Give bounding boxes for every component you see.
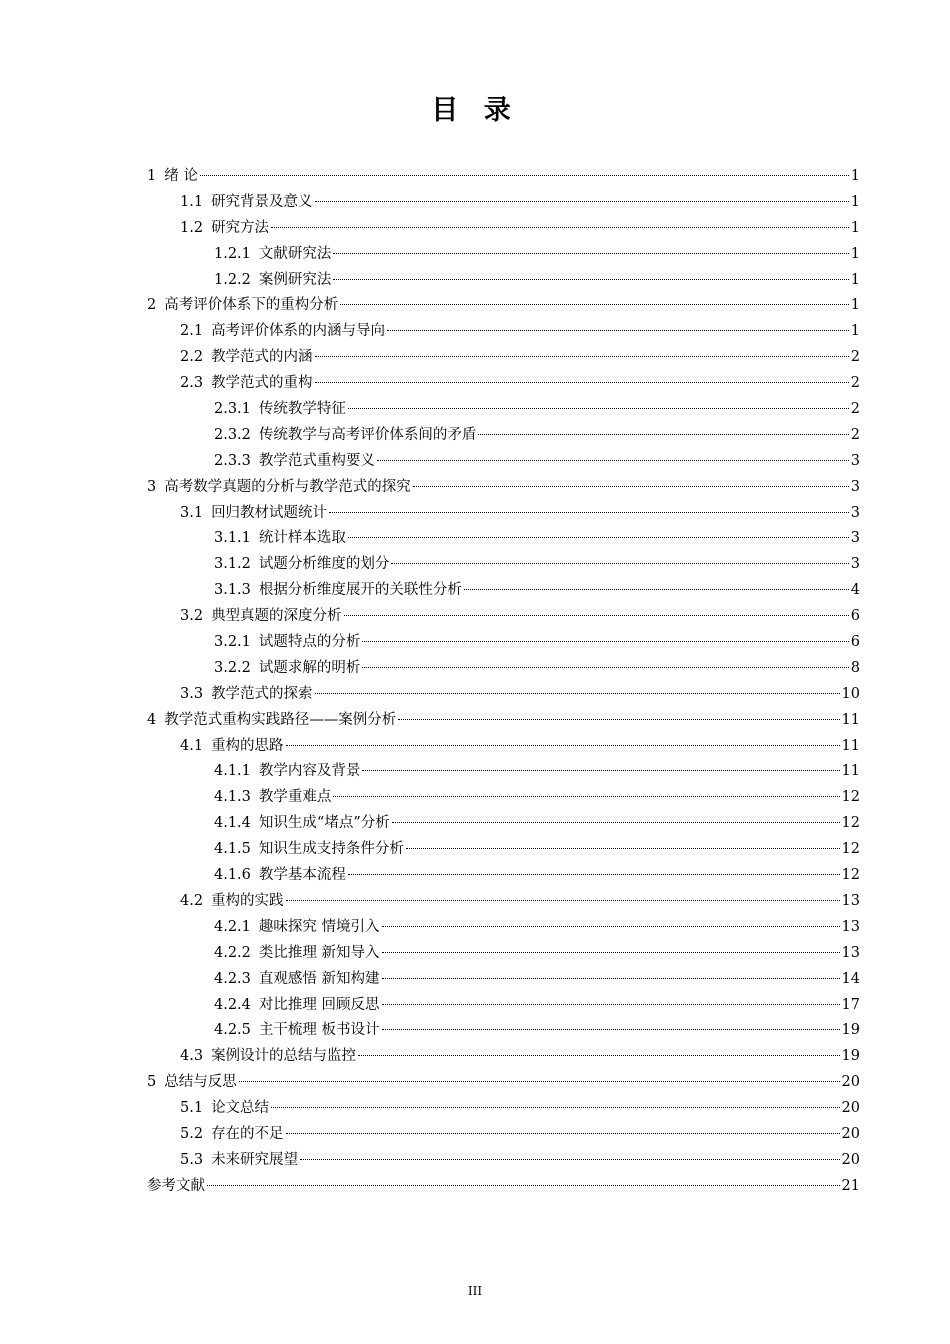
toc-entry-number: 3.2.2 xyxy=(214,659,251,676)
dot-leader xyxy=(478,434,848,435)
toc-entry-title: 知识生成“堵点”分析 xyxy=(258,815,390,832)
toc-entry-page: 20 xyxy=(841,1151,860,1168)
dot-leader xyxy=(286,745,840,746)
toc-entry-page: 20 xyxy=(841,1125,860,1142)
toc-entry-number: 4.2.4 xyxy=(214,996,251,1013)
toc-entry-title: 绪 论 xyxy=(164,168,198,184)
toc-entry-number: 4.2 xyxy=(180,892,204,909)
page-number: III xyxy=(467,1284,483,1298)
toc-entry-page: 3 xyxy=(850,556,860,573)
toc-entry-number: 4.2.2 xyxy=(214,944,251,961)
dot-leader xyxy=(333,253,848,254)
toc-entry[interactable] xyxy=(147,345,860,371)
dot-leader xyxy=(382,978,840,979)
dot-leader xyxy=(382,952,840,953)
toc-entry-page: 3 xyxy=(850,452,860,469)
toc-entry[interactable] xyxy=(147,1122,860,1148)
dot-leader xyxy=(315,382,849,383)
toc-entry-title: 典型真题的深度分析 xyxy=(211,608,342,625)
toc-entry-title: 试题分析维度的划分 xyxy=(258,556,390,573)
toc-entry-page: 19 xyxy=(841,1048,860,1065)
dot-leader xyxy=(344,615,849,616)
toc-entry[interactable] xyxy=(147,967,860,993)
dot-leader xyxy=(340,304,849,305)
toc-entry[interactable] xyxy=(147,526,860,552)
toc-entry-page: 2 xyxy=(850,349,860,366)
toc-entry-title: 教学内容及背景 xyxy=(258,763,361,780)
toc-entry-page: 12 xyxy=(841,815,860,832)
toc-entry[interactable] xyxy=(147,915,860,941)
toc-entry[interactable] xyxy=(147,1096,860,1122)
toc-entry-page: 13 xyxy=(841,892,860,909)
toc-entry[interactable] xyxy=(147,501,860,527)
dot-leader xyxy=(286,900,840,901)
toc-entry-title: 高考数学真题的分析与教学范式的探究 xyxy=(164,478,411,495)
toc-entry-title: 知识生成支持条件分析 xyxy=(258,841,404,858)
toc-entry[interactable] xyxy=(147,837,860,863)
toc-entry-title: 统计样本选取 xyxy=(258,530,346,547)
toc-entry-title: 教学范式重构实践路径——案例分析 xyxy=(164,711,397,728)
dot-leader xyxy=(358,1055,839,1056)
toc-entry-number: 3.2.1 xyxy=(214,634,251,651)
toc-entry[interactable] xyxy=(147,242,860,268)
toc-entry-page: 1 xyxy=(850,271,860,288)
toc-entry[interactable] xyxy=(147,216,860,242)
toc-entry-title: 案例研究法 xyxy=(258,271,332,288)
toc-entry-title: 案例设计的总结与监控 xyxy=(211,1048,357,1065)
toc-entry-title: 趣味探究 情境引入 xyxy=(258,918,380,935)
dot-leader xyxy=(300,1159,839,1160)
toc-entry-number: 4.1 xyxy=(180,737,204,754)
toc-entry[interactable] xyxy=(147,268,860,294)
toc-entry-number: 2 xyxy=(147,297,157,314)
dot-leader xyxy=(348,537,849,538)
toc-entry-page: 2 xyxy=(850,375,860,392)
toc-entry-number: 4.3 xyxy=(180,1048,204,1065)
toc-entry-number: 1 xyxy=(147,168,157,184)
toc-entry[interactable] xyxy=(147,423,860,449)
dot-leader xyxy=(362,641,848,642)
toc-entry-page: 13 xyxy=(841,944,860,961)
toc-entry-title: 主干梳理 板书设计 xyxy=(258,1022,380,1039)
toc-entry[interactable] xyxy=(147,1018,860,1044)
toc-entry-page: 2 xyxy=(850,426,860,443)
dot-leader xyxy=(387,330,849,331)
toc-entry-title: 教学范式的探索 xyxy=(211,685,313,702)
toc-entry[interactable] xyxy=(147,1044,860,1070)
toc-entry-number: 5.2 xyxy=(180,1125,204,1142)
toc-entry-title: 参考文献 xyxy=(147,1177,205,1194)
toc-entry-number: 4.1.3 xyxy=(214,789,251,806)
toc-entry[interactable] xyxy=(147,552,860,578)
toc-entry-page: 1 xyxy=(850,219,860,236)
toc-entry[interactable] xyxy=(147,164,860,190)
toc-entry-page: 12 xyxy=(841,841,860,858)
dot-leader xyxy=(413,486,849,487)
dot-leader xyxy=(271,1107,839,1108)
toc-entry-number: 5.1 xyxy=(180,1100,204,1117)
toc-entry-title: 教学重难点 xyxy=(258,789,332,806)
toc-entry-title: 存在的不足 xyxy=(211,1125,284,1142)
toc-entry-number: 4.2.1 xyxy=(214,918,251,935)
toc-entry[interactable] xyxy=(147,449,860,475)
toc-entry-page: 21 xyxy=(841,1177,860,1194)
toc-entry-page: 8 xyxy=(850,659,860,676)
toc-entry-number: 4.2.3 xyxy=(214,970,251,987)
toc-entry-title: 总结与反思 xyxy=(164,1074,237,1091)
toc-entry-page: 3 xyxy=(850,530,860,547)
toc-entry-number: 4.1.4 xyxy=(214,815,251,832)
dot-leader xyxy=(333,796,839,797)
toc-entry-title: 文献研究法 xyxy=(258,245,332,262)
toc-entry-title: 论文总结 xyxy=(211,1100,270,1117)
toc-entry-page: 1 xyxy=(850,245,860,262)
dot-leader xyxy=(207,1185,840,1186)
toc-entry[interactable] xyxy=(147,889,860,915)
toc-entry-page: 13 xyxy=(841,918,860,935)
toc-entry-page: 11 xyxy=(841,711,860,728)
toc-entry-page: 14 xyxy=(841,970,860,987)
dot-leader xyxy=(377,460,849,461)
toc-entry-number: 3.3 xyxy=(180,685,204,702)
toc-entry-number: 4 xyxy=(147,711,157,728)
dot-leader xyxy=(315,201,849,202)
toc-entry-page: 12 xyxy=(841,789,860,806)
toc-entry-page: 10 xyxy=(841,685,860,702)
toc-entry[interactable] xyxy=(147,371,860,397)
toc-entry-title: 对比推理 回顾反思 xyxy=(258,996,380,1013)
toc-entry-page: 11 xyxy=(841,737,860,754)
toc-entry-title: 直观感悟 新知构建 xyxy=(258,970,380,987)
toc-entry-page: 20 xyxy=(841,1074,860,1091)
dot-leader xyxy=(239,1081,840,1082)
toc-entry-number: 2.3.1 xyxy=(214,401,251,418)
toc-entry-number: 2.1 xyxy=(180,323,204,340)
toc-entry-title: 教学范式的内涵 xyxy=(211,349,313,366)
toc-entry-number: 3.2 xyxy=(180,608,204,625)
toc-entry[interactable] xyxy=(147,708,860,734)
toc-entry[interactable] xyxy=(147,734,860,760)
toc-entry-title: 高考评价体系下的重构分析 xyxy=(164,297,339,314)
toc-entry-title: 试题求解的明析 xyxy=(258,659,361,676)
dot-leader xyxy=(382,1029,840,1030)
dot-leader xyxy=(315,693,840,694)
toc-entry[interactable] xyxy=(147,863,860,889)
toc-entry-page: 1 xyxy=(850,168,860,184)
toc-entry-number: 1.2.2 xyxy=(214,271,251,288)
dot-leader xyxy=(406,848,840,849)
toc-entry[interactable] xyxy=(147,656,860,682)
toc-entry-page: 12 xyxy=(841,867,860,884)
toc-entry-page: 4 xyxy=(850,582,860,599)
toc-entry-page: 3 xyxy=(850,478,860,495)
dot-leader xyxy=(286,1133,840,1134)
toc-entry-page: 6 xyxy=(850,634,860,651)
toc-entry-page: 3 xyxy=(850,504,860,521)
toc-entry-page: 6 xyxy=(850,608,860,625)
toc-entry[interactable] xyxy=(147,604,860,630)
dot-leader xyxy=(200,175,849,176)
toc-entry-number: 4.1.1 xyxy=(214,763,251,780)
toc-entry-number: 3.1.2 xyxy=(214,556,251,573)
toc-entry-page: 1 xyxy=(850,323,860,340)
toc-entry[interactable] xyxy=(147,293,860,319)
dot-leader xyxy=(348,874,840,875)
toc-entry-number: 2.3.3 xyxy=(214,452,251,469)
toc-entry[interactable] xyxy=(147,397,860,423)
toc-entry-page: 11 xyxy=(841,763,860,780)
toc-entry[interactable] xyxy=(147,993,860,1019)
toc-entry-title: 研究方法 xyxy=(211,219,270,236)
dot-leader xyxy=(348,408,849,409)
toc-entry-number: 1.2 xyxy=(180,219,204,236)
toc-entry[interactable] xyxy=(147,1148,860,1174)
dot-leader xyxy=(362,770,839,771)
toc-entry-number: 1.2.1 xyxy=(214,245,251,262)
toc-entry-title: 研究背景及意义 xyxy=(211,193,313,210)
toc-entry[interactable] xyxy=(147,1070,860,1096)
toc-entry-number: 4.2.5 xyxy=(214,1022,251,1039)
toc-entry-page: 2 xyxy=(850,401,860,418)
toc-entry[interactable] xyxy=(147,759,860,785)
toc-entry-number: 5.3 xyxy=(180,1151,204,1168)
table-of-contents xyxy=(147,164,860,1200)
toc-entry-title: 回归教材试题统计 xyxy=(211,504,328,521)
toc-entry-page: 20 xyxy=(841,1100,860,1117)
toc-entry-number: 1.1 xyxy=(180,193,204,210)
toc-entry-title: 试题特点的分析 xyxy=(258,634,361,651)
toc-entry-number: 2.2 xyxy=(180,349,204,366)
dot-leader xyxy=(333,279,848,280)
toc-entry-page: 1 xyxy=(850,297,860,314)
dot-leader xyxy=(329,512,849,513)
toc-entry-title: 类比推理 新知导入 xyxy=(258,944,380,961)
dot-leader xyxy=(392,822,840,823)
toc-entry-title: 教学范式的重构 xyxy=(211,375,313,392)
toc-entry[interactable] xyxy=(147,630,860,656)
toc-entry-title: 教学基本流程 xyxy=(258,867,346,884)
toc-entry-number: 3 xyxy=(147,478,157,495)
toc-entry-number: 2.3 xyxy=(180,375,204,392)
dot-leader xyxy=(315,356,849,357)
dot-leader xyxy=(382,1004,840,1005)
toc-entry-number: 5 xyxy=(147,1074,157,1091)
toc-entry-number: 4.1.6 xyxy=(214,867,251,884)
toc-entry-page: 19 xyxy=(841,1022,860,1039)
toc-entry[interactable] xyxy=(147,190,860,216)
toc-entry-number: 4.1.5 xyxy=(214,841,251,858)
dot-leader xyxy=(271,227,849,228)
toc-entry-page: 17 xyxy=(841,996,860,1013)
toc-entry[interactable] xyxy=(147,941,860,967)
toc-entry[interactable] xyxy=(147,475,860,501)
page-title: 目 录 xyxy=(431,95,519,126)
toc-entry[interactable] xyxy=(147,319,860,345)
dot-leader xyxy=(362,667,848,668)
toc-entry[interactable] xyxy=(147,682,860,708)
toc-entry[interactable] xyxy=(147,785,860,811)
toc-entry-title: 传统教学与高考评价体系间的矛盾 xyxy=(258,426,477,443)
toc-entry-page: 1 xyxy=(850,193,860,210)
toc-entry-title: 重构的实践 xyxy=(211,892,284,909)
toc-entry-title: 未来研究展望 xyxy=(211,1151,299,1168)
dot-leader xyxy=(382,926,840,927)
toc-entry[interactable] xyxy=(147,811,860,837)
toc-entry-number: 3.1.3 xyxy=(214,582,251,599)
toc-entry[interactable] xyxy=(147,1174,860,1200)
toc-entry-number: 3.1.1 xyxy=(214,530,251,547)
toc-entry-title: 高考评价体系的内涵与导向 xyxy=(211,323,386,340)
toc-entry-title: 根据分析维度展开的关联性分析 xyxy=(258,582,462,599)
toc-entry-number: 2.3.2 xyxy=(214,426,251,443)
toc-entry-number: 3.1 xyxy=(180,504,204,521)
dot-leader xyxy=(464,589,849,590)
toc-entry-title: 重构的思路 xyxy=(211,737,284,754)
toc-entry[interactable] xyxy=(147,578,860,604)
toc-entry-title: 传统教学特征 xyxy=(258,401,346,418)
toc-entry-title: 教学范式重构要义 xyxy=(258,452,375,469)
dot-leader xyxy=(398,719,839,720)
dot-leader xyxy=(391,563,848,564)
